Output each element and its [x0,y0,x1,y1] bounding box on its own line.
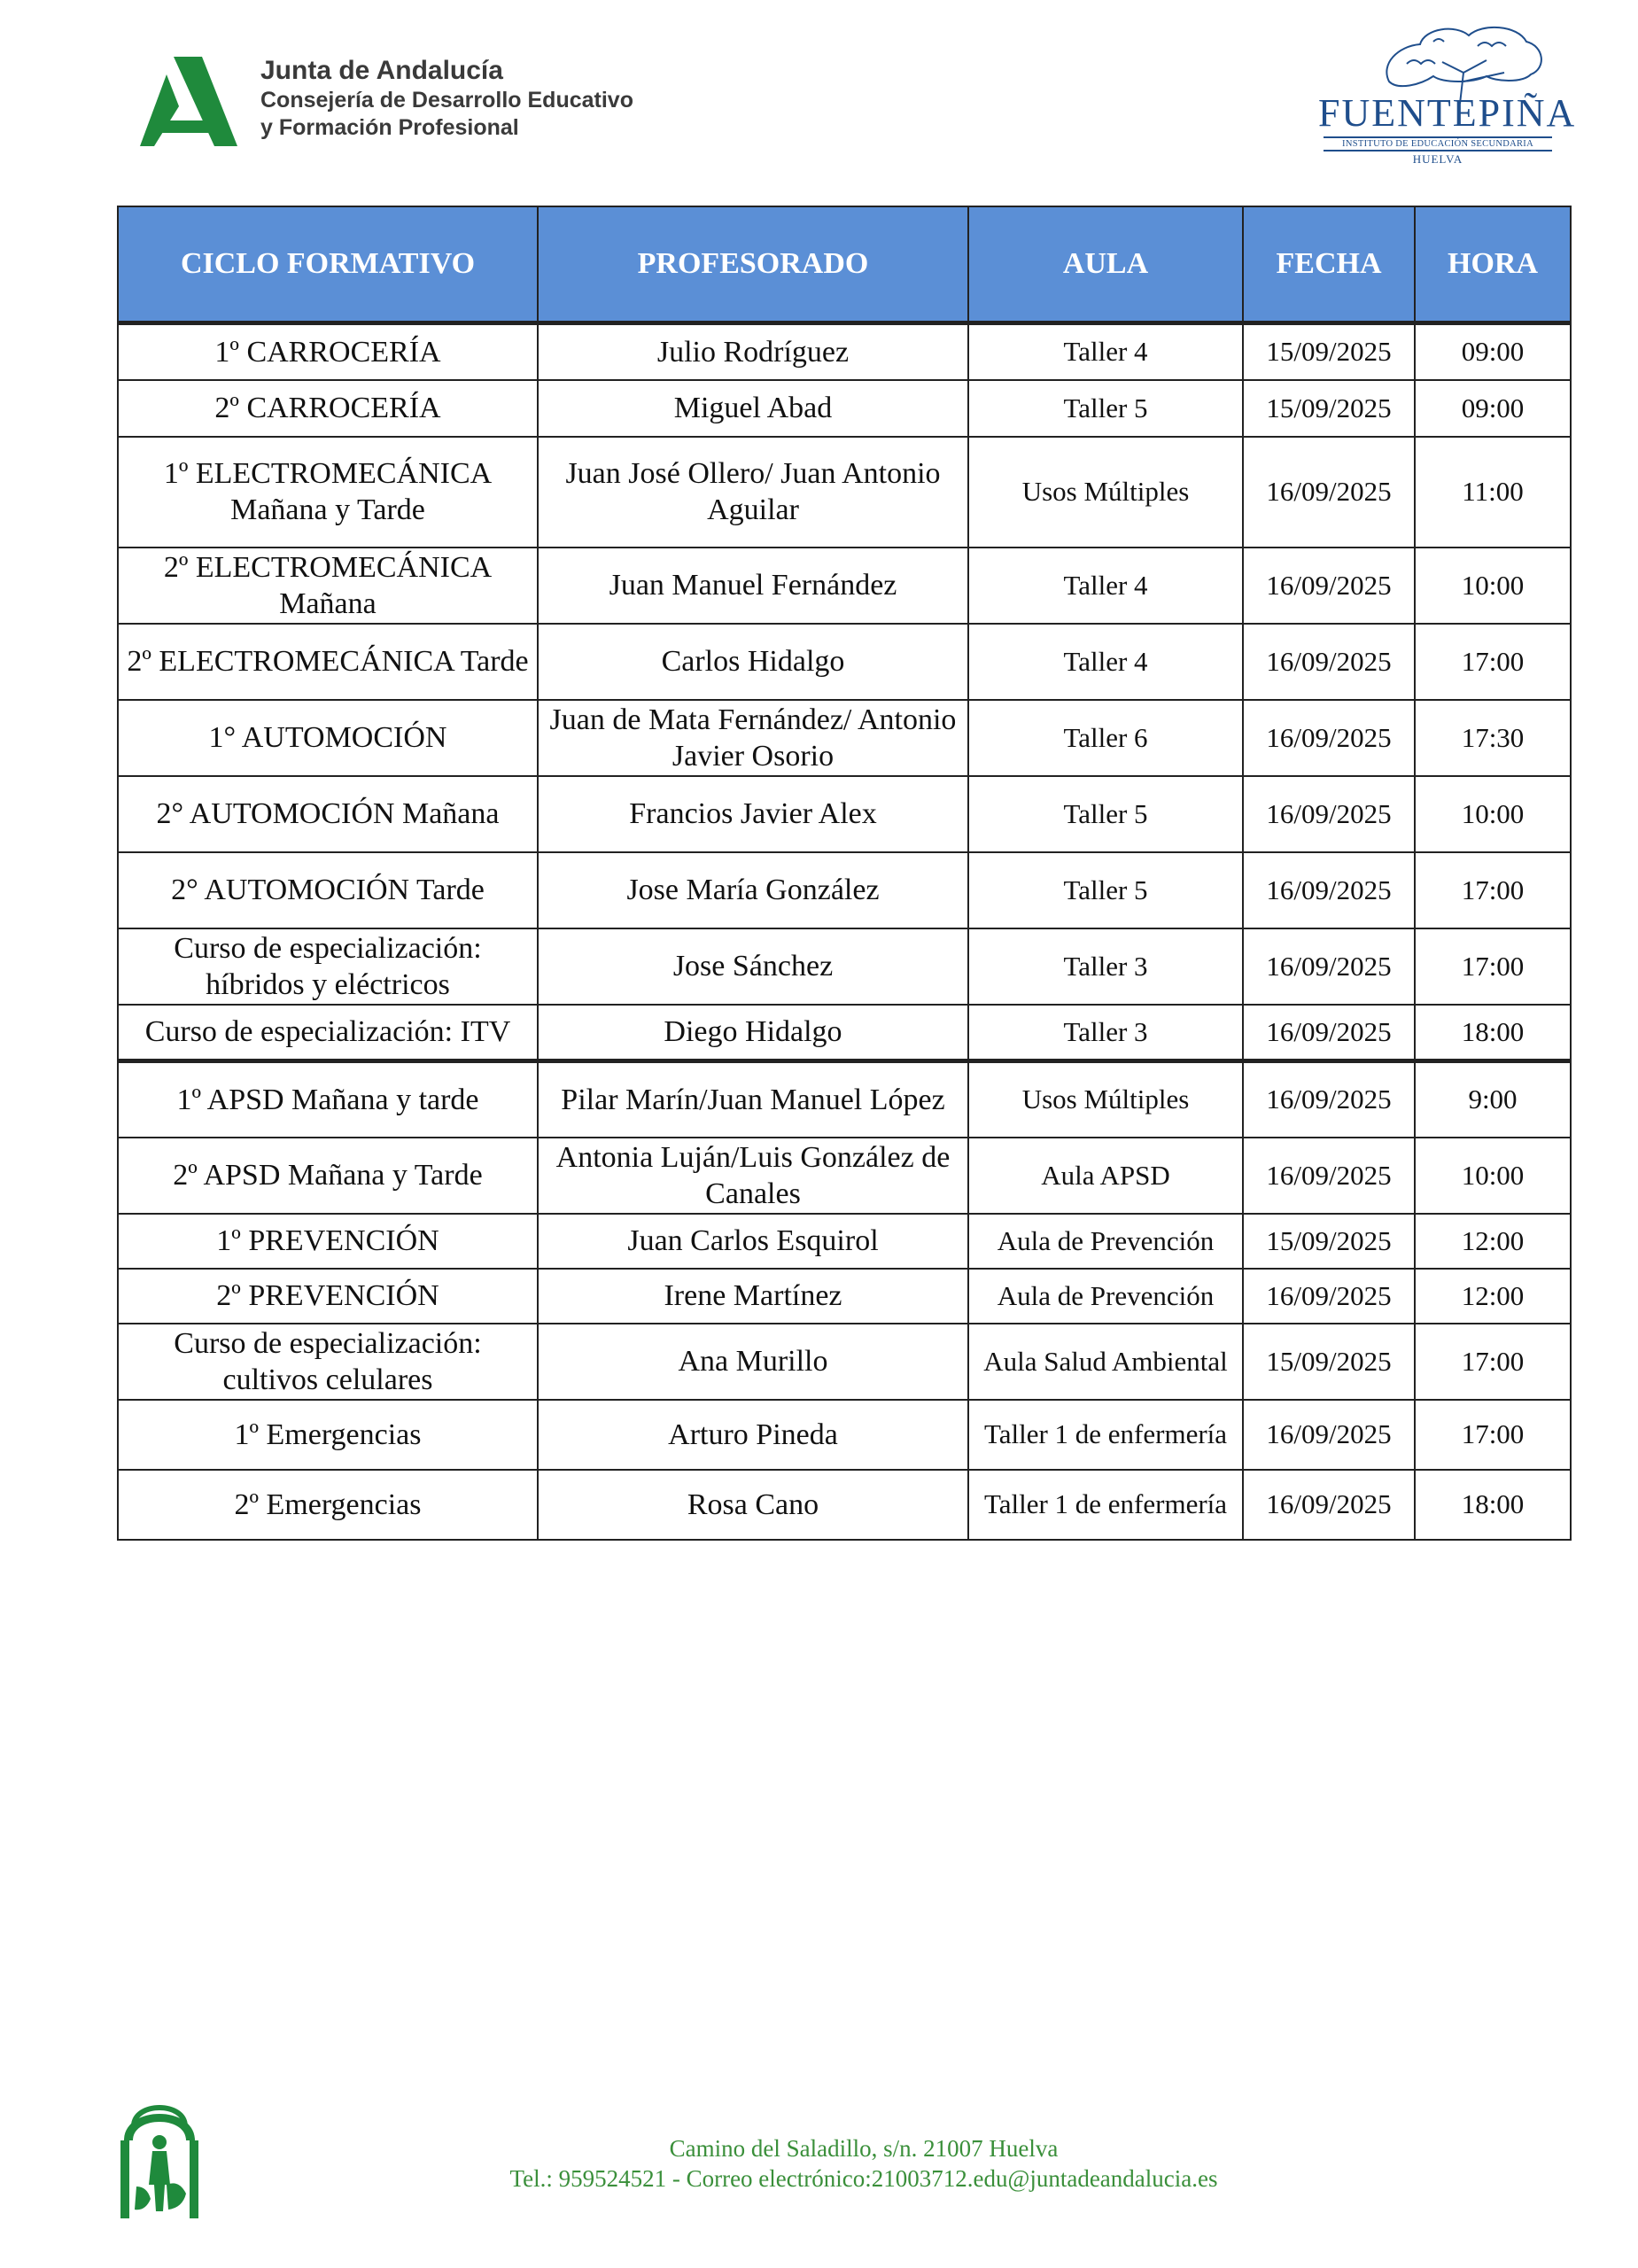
table-row [118,852,1571,928]
cell-fecha: 16/09/2025 [1243,776,1415,852]
cell-aula: Aula de Prevención [968,1214,1243,1269]
cell-hora: 18:00 [1415,1470,1571,1540]
cell-ciclo: 1° AUTOMOCIÓN [118,700,538,776]
cell-profesorado: Pilar Marín/Juan Manuel López [538,1061,968,1138]
schedule-table [117,206,1572,1541]
cell-fecha: 16/09/2025 [1243,852,1415,928]
footer-address: Camino del Saladillo, s/n. 21007 Huelva [669,2135,1059,2162]
cell-profesorado: Julio Rodríguez [538,323,968,380]
cell-profesorado: Juan Carlos Esquirol [538,1214,968,1269]
org-name: Junta de Andalucía [260,56,503,85]
cell-hora: 09:00 [1415,380,1571,437]
cell-hora: 17:00 [1415,1324,1571,1400]
cell-hora: 12:00 [1415,1269,1571,1324]
cell-ciclo: 2° AUTOMOCIÓN Mañana [118,776,538,852]
cell-fecha: 15/09/2025 [1243,1214,1415,1269]
cell-ciclo: 2° AUTOMOCIÓN Tarde [118,852,538,928]
andalucia-coat-of-arms-icon [119,2087,200,2220]
table-row [118,700,1571,776]
table-row [118,928,1571,1005]
cell-ciclo: 2º Emergencias [118,1470,538,1540]
cell-fecha: 16/09/2025 [1243,548,1415,624]
table-row [118,1324,1571,1400]
header-hora: HORA [1415,206,1571,323]
cell-fecha: 16/09/2025 [1243,1269,1415,1324]
cell-fecha: 15/09/2025 [1243,380,1415,437]
table-row [118,1400,1571,1470]
header-aula: AULA [968,206,1243,323]
table-row [118,1005,1571,1061]
header-profesorado: PROFESORADO [538,206,968,323]
cell-ciclo: 2º CARROCERÍA [118,380,538,437]
cell-fecha: 16/09/2025 [1243,1005,1415,1061]
cell-aula: Aula APSD [968,1138,1243,1214]
junta-header [140,55,672,152]
cell-hora: 17:30 [1415,700,1571,776]
table-row [118,776,1571,852]
cell-aula: Taller 1 de enfermería [968,1400,1243,1470]
cell-ciclo: Curso de especialización: ITV [118,1005,538,1061]
table-row [118,1470,1571,1540]
cell-aula: Taller 3 [968,1005,1243,1061]
cell-profesorado: Juan Manuel Fernández [538,548,968,624]
cell-aula: Taller 5 [968,380,1243,437]
cell-profesorado: Miguel Abad [538,380,968,437]
cell-hora: 17:00 [1415,928,1571,1005]
cell-profesorado: Jose Sánchez [538,928,968,1005]
cell-fecha: 16/09/2025 [1243,437,1415,548]
cell-ciclo: Curso de especialización: híbridos y eléctricos [118,928,538,1005]
table-row [118,437,1571,548]
cell-hora: 17:00 [1415,1400,1571,1470]
cell-ciclo: 2º ELECTROMECÁNICA Mañana [118,548,538,624]
cell-hora: 10:00 [1415,548,1571,624]
cell-ciclo: 1º APSD Mañana y tarde [118,1061,538,1138]
cell-ciclo: 2º PREVENCIÓN [118,1269,538,1324]
cell-ciclo: 1º Emergencias [118,1400,538,1470]
table-row [118,1138,1571,1214]
cell-aula: Taller 4 [968,323,1243,380]
cell-profesorado: Carlos Hidalgo [538,624,968,700]
cell-profesorado: Irene Martínez [538,1269,968,1324]
cell-aula: Taller 4 [968,548,1243,624]
cell-profesorado: Francios Javier Alex [538,776,968,852]
cell-aula: Usos Múltiples [968,1061,1243,1138]
junta-andalucia-logo-icon [140,55,239,148]
cell-fecha: 16/09/2025 [1243,1470,1415,1540]
cell-aula: Taller 5 [968,852,1243,928]
org-department: Consejería de Desarrollo Educativo [260,88,633,113]
school-name: FUENTEPIÑA [1318,91,1577,135]
cell-fecha: 16/09/2025 [1243,700,1415,776]
table-header-row [118,206,1571,323]
cell-profesorado: Diego Hidalgo [538,1005,968,1061]
cell-profesorado: Ana Murillo [538,1324,968,1400]
cell-hora: 17:00 [1415,624,1571,700]
cell-profesorado: Rosa Cano [538,1470,968,1540]
cell-ciclo: 1º PREVENCIÓN [118,1214,538,1269]
cell-profesorado: Antonia Luján/Luis González de Canales [538,1138,968,1214]
table-row [118,624,1571,700]
table-row [118,380,1571,437]
cell-fecha: 16/09/2025 [1243,928,1415,1005]
cell-hora: 12:00 [1415,1214,1571,1269]
header-fecha: FECHA [1243,206,1415,323]
table-row [118,1269,1571,1324]
cell-fecha: 16/09/2025 [1243,1061,1415,1138]
cell-profesorado: Juan de Mata Fernández/ Antonio Javier Osorio [538,700,968,776]
school-type: INSTITUTO DE EDUCACIÓN SECUNDARIA [1324,136,1552,151]
school-city: HUELVA [1412,152,1463,166]
cell-fecha: 16/09/2025 [1243,1400,1415,1470]
cell-ciclo: Curso de especialización: cultivos celulares [118,1324,538,1400]
cell-aula: Taller 4 [968,624,1243,700]
cell-fecha: 15/09/2025 [1243,1324,1415,1400]
cell-fecha: 16/09/2025 [1243,624,1415,700]
junta-text [260,55,633,142]
footer-contact [354,2133,1373,2194]
cell-hora: 18:00 [1415,1005,1571,1061]
cell-ciclo: 1º ELECTROMECÁNICA Mañana y Tarde [118,437,538,548]
header-ciclo: CICLO FORMATIVO [118,206,538,323]
cell-hora: 10:00 [1415,776,1571,852]
cell-aula: Aula Salud Ambiental [968,1324,1243,1400]
cell-profesorado: Juan José Ollero/ Juan Antonio Aguilar [538,437,968,548]
cell-ciclo: 2º APSD Mañana y Tarde [118,1138,538,1214]
cell-ciclo: 2º ELECTROMECÁNICA Tarde [118,624,538,700]
table-row [118,1214,1571,1269]
cell-fecha: 15/09/2025 [1243,323,1415,380]
cell-aula: Taller 6 [968,700,1243,776]
cell-ciclo: 1º CARROCERÍA [118,323,538,380]
cell-hora: 10:00 [1415,1138,1571,1214]
cell-hora: 09:00 [1415,323,1571,380]
cell-fecha: 16/09/2025 [1243,1138,1415,1214]
cell-aula: Aula de Prevención [968,1269,1243,1324]
cell-aula: Taller 5 [968,776,1243,852]
cell-aula: Taller 3 [968,928,1243,1005]
cell-hora: 9:00 [1415,1061,1571,1138]
cell-aula: Usos Múltiples [968,437,1243,548]
org-department-2: y Formación Profesional [260,115,519,140]
cell-aula: Taller 1 de enfermería [968,1470,1243,1540]
table-row [118,548,1571,624]
cell-hora: 11:00 [1415,437,1571,548]
cell-profesorado: Jose María González [538,852,968,928]
cell-profesorado: Arturo Pineda [538,1400,968,1470]
school-logo [1318,19,1577,166]
table-row [118,323,1571,380]
footer-phone-email: Tel.: 959524521 - Correo electrónico:21003712.edu@juntadeandalucia.es [509,2165,1218,2192]
cell-hora: 17:00 [1415,852,1571,928]
table-row [118,1061,1571,1138]
